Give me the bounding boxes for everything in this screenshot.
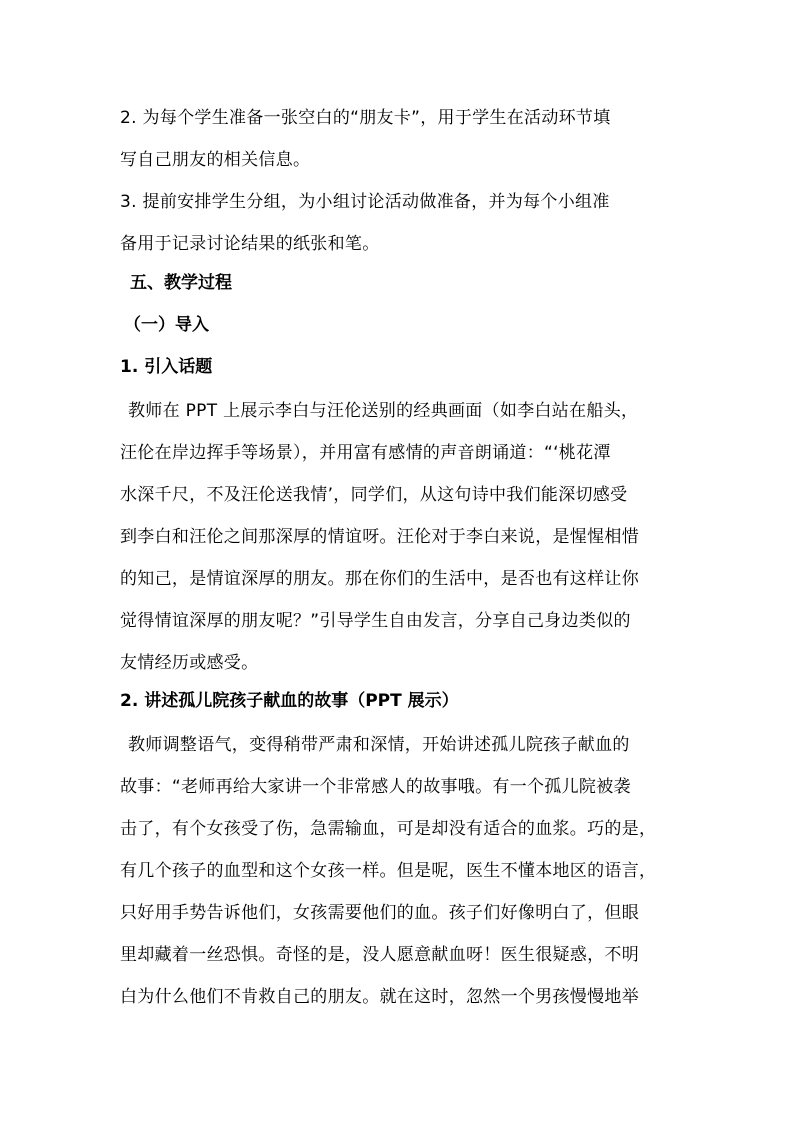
paragraph-intro — [120, 390, 680, 684]
topic-heading-intro: 1. 引入话题 — [120, 357, 213, 377]
paragraph-item-3 — [120, 181, 680, 265]
text-line: 有几个孩子的血型和这个女孩一样。但是呢，医生不懂本地区的语言， — [120, 861, 657, 881]
text-line: 2. 为每个学生准备一张空白的“朋友卡”，用于学生在活动环节填 — [120, 108, 611, 128]
text-line: 白为什么他们不肯救自己的朋友。就在这时，忽然一个男孩慢慢地举 — [120, 987, 639, 1007]
section-heading: 五、教学过程 — [130, 273, 232, 293]
subsection-heading: （一）导入 — [124, 315, 209, 335]
text-line: 教师在 PPT 上展示李白与汪伦送别的经典画面（如李白站在船头， — [128, 401, 639, 421]
text-line: 写自己朋友的相关信息。 — [120, 150, 311, 170]
text-line: 的知己，是情谊深厚的朋友。那在你们的生活中，是否也有这样让你 — [120, 569, 639, 589]
text-line: 友情经历或感受。 — [120, 653, 259, 673]
paragraph-item-2 — [120, 97, 680, 181]
text-line: 水深千尺，不及汪伦送我情’，同学们，从这句诗中我们能深切感受 — [120, 485, 628, 505]
text-line: 汪伦在岸边挥手等场景），并用富有感情的声音朗诵道：“‘桃花潭 — [120, 443, 611, 463]
text-line: 只好用手势告诉他们，女孩需要他们的血。孩子们好像明白了，但眼 — [120, 903, 639, 923]
text-line: 觉得情谊深厚的朋友呢？”引导学生自由发言，分享自己身边类似的 — [120, 611, 631, 631]
text-line: 教师调整语气，变得稍带严肃和深情，开始讲述孤儿院孩子献血的 — [128, 735, 630, 755]
text-line: 里却藏着一丝恐惧。奇怪的是，没人愿意献血呀！医生很疑惑，不明 — [120, 945, 639, 965]
text-line: 到李白和汪伦之间那深厚的情谊呀。汪伦对于李白来说，是惺惺相惜 — [120, 527, 639, 547]
text-line: 备用于记录讨论结果的纸张和笔。 — [120, 234, 380, 254]
text-line: 故事：“老师再给大家讲一个非常感人的故事哦。有一个孤儿院被袭 — [120, 777, 631, 797]
topic-heading-story: 2. 讲述孤儿院孩子献血的故事（PPT 展示） — [120, 691, 459, 711]
text-line: 击了，有个女孩受了伤，急需输血，可是却没有适合的血浆。巧的是， — [120, 819, 657, 839]
text-line: 3. 提前安排学生分组，为小组讨论活动做准备，并为每个小组准 — [120, 192, 610, 212]
paragraph-story — [120, 724, 680, 1018]
